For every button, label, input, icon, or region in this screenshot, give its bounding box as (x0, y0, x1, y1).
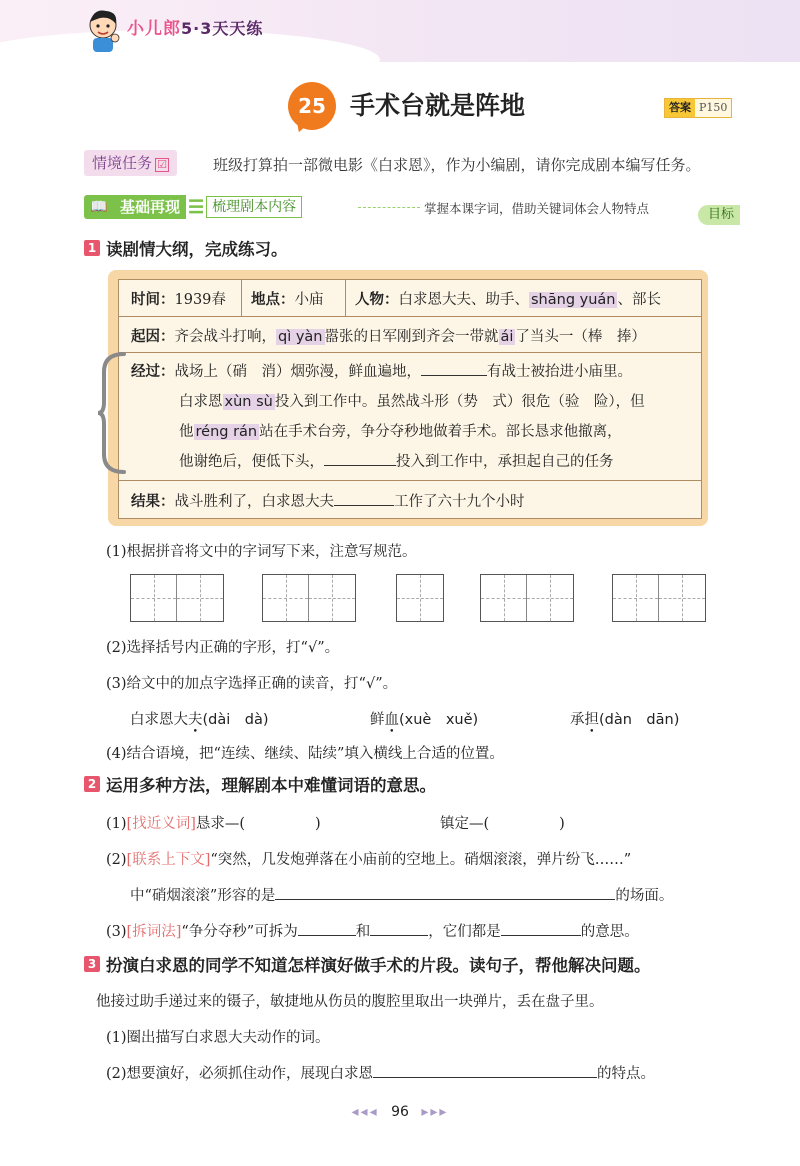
cause-cell: 起因：齐会战斗打响， qì yàn 嚣张的日军刚到齐会一带就 ái 了当头一（棒 捧） (131, 328, 646, 345)
process-line-3: 他 réng rán 站在手术台旁，争分夺秒地做着手术。部长恳求他撤离， (179, 424, 622, 440)
question-number-2: 2 (84, 776, 100, 792)
q3-sub2: (2)想要演好，必须抓住动作，展现白求恩 的特点。 (106, 1066, 656, 1082)
table-row (119, 280, 701, 317)
writing-grid-1[interactable] (130, 574, 224, 622)
page-number: 96 (391, 1104, 409, 1120)
answer-label: 答案 (665, 99, 695, 117)
section-connector: ☰ (188, 196, 205, 218)
answer-blank[interactable] (275, 899, 615, 900)
q2-line-3: (3)[拆词法]“争分夺秒”可拆为 和 ，它们都是 的意思。 (106, 924, 639, 940)
q1-sub1: (1)根据拼音将文中的字词写下来，注意写规范。 (106, 544, 417, 560)
reading-choice-1[interactable]: 白求恩大夫(dài dà) (130, 712, 269, 728)
section-goal: 掌握本课字词，借助关键词体会人物特点 (424, 201, 650, 216)
check-icon: ☑ (155, 158, 169, 172)
question-2-title: 运用多种方法，理解剧本中难懂词语的意思。 (106, 776, 436, 795)
reading-choice-2[interactable]: 鲜血(xuè xuě) (370, 712, 479, 728)
q2-line-1b: 镇定—( ) (440, 816, 565, 832)
table-row (119, 316, 701, 353)
writing-grid-4[interactable] (480, 574, 574, 622)
question-number-1: 1 (84, 240, 100, 256)
question-1-title: 读剧情大纲，完成练习。 (106, 240, 288, 259)
answer-blank[interactable] (334, 505, 394, 506)
task-text: 班级打算拍一部微电影《白求恩》，作为小编剧，请你完成剧本编写任务。 (213, 156, 701, 174)
section-bar (84, 195, 302, 219)
answer-blank[interactable] (370, 935, 428, 936)
brace-icon (98, 352, 128, 474)
mascot-icon (84, 8, 122, 54)
answer-blank[interactable] (373, 1077, 597, 1078)
writing-grid-3[interactable] (396, 574, 444, 622)
q2-line-2: (2)[联系上下文]“突然，几发炮弹落在小庙前的空地上。硝烟滚滚，弹片纷飞……” (106, 852, 632, 868)
section-title: 基础再现 (114, 195, 186, 219)
plot-outline-table (118, 279, 702, 519)
process-line-2: 白求恩 xùn sù 投入到工作中。虽然战斗形（势 式）很危（验 险），但 (179, 394, 645, 410)
page-footer (0, 1104, 800, 1120)
pinyin-prompt: shāng yuán (531, 292, 616, 308)
book-icon: 📖 (84, 195, 114, 219)
section-dash (358, 207, 420, 208)
task-label: 情境任务 ☑ (84, 150, 177, 176)
goal-tag: 目标 (698, 205, 740, 225)
answer-page-tag[interactable] (664, 98, 732, 118)
table-row (119, 480, 701, 516)
place-cell: 地点：小庙 (251, 291, 324, 308)
answer-blank[interactable] (501, 935, 581, 936)
answer-page: P150 (695, 99, 731, 117)
q3-sub1: (1)圈出描写白求恩大夫动作的词。 (106, 1030, 330, 1046)
next-arrows-icon: ▸▸▸ (421, 1104, 449, 1120)
table-row (119, 352, 701, 481)
answer-blank[interactable] (324, 465, 396, 466)
result-cell: 结果：战斗胜利了，白求恩大夫 工作了六十九个小时 (131, 493, 525, 510)
process-line-4: 他谢绝后，便低下头， 投入到工作中，承担起自己的任务 (179, 454, 614, 470)
pinyin-prompt: ái (500, 329, 514, 345)
lesson-title: 手术台就是阵地 (350, 91, 526, 120)
q2-line-2b: 中“硝烟滚滚”形容的是 的场面。 (130, 888, 674, 904)
writing-grid-5[interactable] (612, 574, 706, 622)
answer-blank[interactable] (298, 935, 356, 936)
pinyin-prompt: réng rán (195, 424, 258, 440)
lesson-number-badge: 25 (288, 82, 336, 130)
writing-grid-2[interactable] (262, 574, 356, 622)
pinyin-prompt: xùn sù (224, 394, 273, 410)
people-cell: 人物：白求恩大夫、助手、 shāng yuán 、部长 (355, 291, 661, 308)
pinyin-prompt: qì yàn (278, 329, 323, 345)
answer-blank[interactable] (421, 375, 487, 376)
question-number-3: 3 (84, 956, 100, 972)
prev-arrows-icon: ◂◂◂ (351, 1104, 379, 1120)
section-subtitle: 梳理剧本内容 (206, 196, 302, 218)
q1-sub2: (2)选择括号内正确的字形，打“√”。 (106, 640, 340, 656)
brand-logo: 小儿郎5·3天天练 (127, 19, 264, 39)
question-3-title: 扮演白求恩的同学不知道怎样演好做手术的片段。读句子，帮他解决问题。 (106, 956, 651, 975)
header-curve (0, 30, 380, 90)
process-line-1: 经过：战场上（硝 消）烟弥漫，鲜血遍地， 有战士被抬进小庙里。 (131, 363, 632, 380)
q2-line-1: (1)[找近义词]恳求—( ) (106, 816, 321, 832)
time-cell: 时间：1939春 (131, 291, 226, 308)
q1-sub3: (3)给文中的加点字选择正确的读音，打“√”。 (106, 676, 398, 692)
q3-passage: 他接过助手递过来的镊子，敏捷地从伤员的腹腔里取出一块弹片，丢在盘子里。 (96, 994, 604, 1010)
q1-sub4: (4)结合语境，把“连续、继续、陆续”填入横线上合适的位置。 (106, 746, 504, 762)
reading-choice-3[interactable]: 承担(dàn dān) (570, 712, 680, 728)
